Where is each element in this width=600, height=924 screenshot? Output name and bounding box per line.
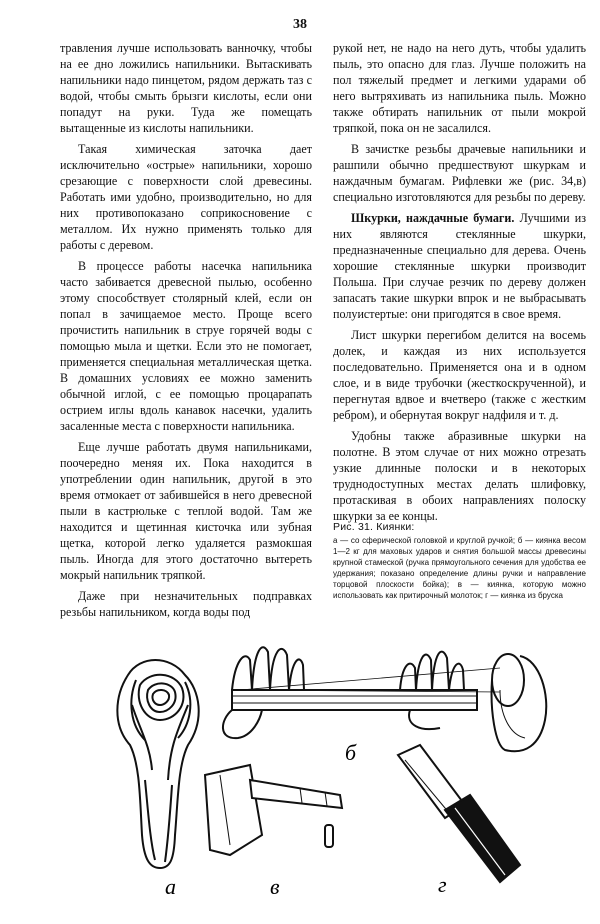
section-text: Лучшими из них являются стеклянные шкурки, предназначенные специально для дерева. Очень хорошие стеклянные шкурки производит Польша. При случае резчик по дереву должен запасать такие шкурки впрок и не выбрасывать полуистертые: они пригодятся в свое время. [333, 211, 586, 321]
mallet-v-drawing [205, 765, 342, 855]
right-column [333, 40, 586, 529]
left-column [60, 40, 312, 625]
label-v: в [270, 874, 280, 899]
mallet-b-drawing [223, 647, 546, 751]
page-number: 38 [293, 17, 307, 32]
right-paragraph-4: Лист шкурки перегибом делится на восемь долек, и каждая из них используется последовательно. Применяется она и в одном слое, и в виде трубочки (жесткоскрученной), и перегнутая вдвое и вчетверо (также с жестким ребром), и обернутая вокруг надфиля и т. д. [333, 328, 586, 422]
right-paragraph-3 [333, 210, 586, 322]
mallet-a-drawing [117, 660, 198, 868]
figure-caption [333, 522, 586, 601]
section-heading: Шкурки, наждачные бумаги. [351, 211, 515, 225]
label-a: а [165, 874, 176, 899]
mallets-illustration [0, 620, 600, 924]
label-g: г [438, 872, 447, 897]
right-paragraph-2: В зачистке резьбы драчевые напильники и рашпили обычно предшествуют шкуркам и наждачным бумагам. Рифлевки же (рис. 34,в) специально изготовляются для резьбы по дереву. [333, 142, 586, 204]
left-paragraph-3: В процессе работы насечка напильника часто забивается древесной пылью, особенно этому способствует столярный клей, если он попал в зачищаемое место. Проще всего прочистить напильник в струе горячей воды с помощью мыла и щетки. Если это не помогает, применяется специальная металлическая щетка. В домашних условиях ее можно заменить обычной иглой, с ее помощью процарапать острием иглы вдоль канавок насечки, удалить засаленные места с поверхности напильника. [60, 259, 312, 433]
left-paragraph-1: травления лучше использовать ванночку, чтобы на ее дно ложились напильники. Вытаскивать напильники надо пинцетом, рядом держать таз с водой, чтобы смыть брызги кислоты, если они попадут на руки. Туда же помещать вытащенные из кислоты напильники. [60, 41, 312, 135]
left-paragraph-5: Даже при незначительных подправках резьбы напильником, когда воды под [60, 589, 312, 619]
left-paragraph-2: Такая химическая заточка дает исключительно «острые» напильники, хорошо срезающие с поверхности слой древесины. Работать ими удобно, производительно, но для них противопоказано соприкосновение с металлом. Их нужно применять только для работы с деревом. [60, 142, 312, 252]
mallet-g-drawing [398, 745, 520, 882]
left-paragraph-4: Еще лучше работать двумя напильниками, поочередно меняя их. Пока находится в употреблении один напильник, другой в это время отмокает от забившейся в него древесной пыли в кастрюльке с теплой водой. Там же находится и щетинная кисточка или зубная щетка, которой легко удаляется размокшая пыль. Иногда для этого достаточно вытереть мокрый напильник тряпкой. [60, 440, 312, 582]
right-paragraph-5: Удобны также абразивные шкурки на полотне. В этом случае от них можно отрезать узкие длинные полоски и в некоторых труднодоступных местах делать шлифовку, протаскивая в обоих направлениях полоску шкурки за ее концы. [333, 429, 586, 523]
caption-title: Рис. 31. Киянки: [333, 521, 415, 533]
label-b: б [345, 740, 357, 765]
caption-text: а — со сферической головкой и круглой ручкой; б — киянка весом 1—2 кг для маховых ударов и снятия большой массы древесины крупной стамеской (ручка прямоугольного сечения для удобства ее удержания; показано определение длины ручки и направление торцовой плоскости бойка); в — киянка, которую можно использовать как притирочный молоток; г — киянка из бруска [333, 536, 586, 600]
right-paragraph-1: рукой нет, не надо на него дуть, чтобы удалить пыль, это опасно для глаз. Лучше положить на пол тяжелый предмет и легкими ударами об него вытряхивать из напильника пыль. Можно также обтирать напильник от пыли мокрой тряпкой, пока он не засалился. [333, 41, 586, 135]
